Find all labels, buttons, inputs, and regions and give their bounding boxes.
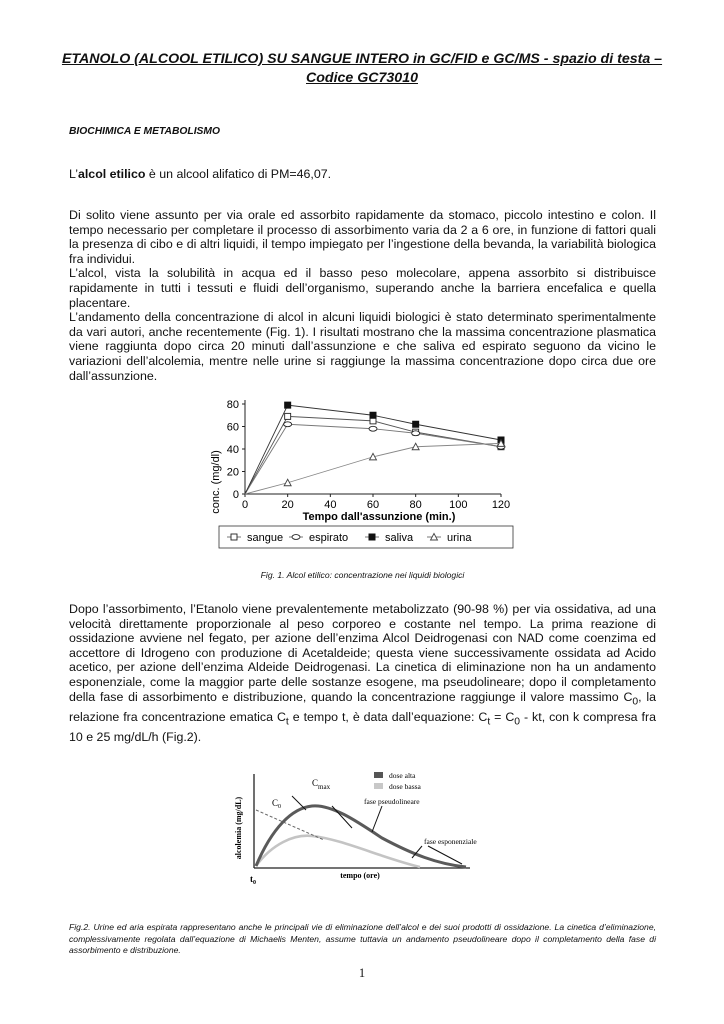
figure-2-diagram <box>232 766 497 886</box>
metab-sub-c0: 0 <box>632 696 639 708</box>
x-tick-label: 20 <box>281 499 294 511</box>
cmax-arrow <box>292 796 306 810</box>
legend-label-urina: urina <box>447 532 472 544</box>
x-tick-label: 40 <box>324 499 337 511</box>
metab-sub-c02: 0 <box>514 716 521 728</box>
data-point <box>370 418 376 424</box>
y-tick-label: 40 <box>226 444 239 456</box>
paragraph-absorption-2: L’alcol, vista la solubilità in acqua ed il basso peso molecolare, appena assorbito si distribuisce rapidamente in tutti i tessuti e fluidi dell’organismo, superando anche la barriera encefalica e quella placentare. <box>69 266 656 310</box>
data-point <box>413 421 419 427</box>
x-tick-label: 100 <box>449 499 468 511</box>
legend-label-saliva: saliva <box>385 532 414 544</box>
paragraph-absorption-1: Di solito viene assunto per via orale ed assorbito rapidamente da stomaco, piccolo intestino e colon. Il tempo necessario per completare il processo di assorbimento varia da 2 a 6 ore, in funzione di fattori quali la presenza di cibo e di altri liquidi, il tempo impiegato per l’ingestione della bevanda, la variabilità biologica fra individui. <box>69 208 656 266</box>
fig2-x-label: tempo (ore) <box>340 871 380 880</box>
legend-low-label: dose bassa <box>389 782 421 791</box>
metab-sub-ct: t <box>285 716 289 728</box>
metab-text-b: , la relazione fra concentrazione ematica C <box>69 689 657 724</box>
data-point <box>231 534 237 540</box>
legend-label-sangue: sangue <box>247 532 284 544</box>
data-point <box>369 534 375 540</box>
legend-label-espirato: espirato <box>309 532 349 544</box>
data-point <box>370 412 376 418</box>
metab-text-d: = C <box>490 709 515 724</box>
data-point <box>369 426 377 431</box>
paragraph-absorption <box>69 208 656 383</box>
series-line-urina <box>245 443 501 494</box>
x-axis-label: Tempo dall'assunzione (min.) <box>302 511 456 523</box>
x-tick-label: 0 <box>241 499 249 511</box>
data-point <box>412 431 420 436</box>
legend-high-swatch <box>374 772 383 778</box>
pseudo-arrow-2 <box>372 806 382 832</box>
figure-1-caption: Fig. 1. Alcol etilico: concentrazione nei liquidi biologici <box>260 570 465 580</box>
expo-label: fase esponenziale <box>424 837 477 846</box>
x-tick-label: 120 <box>491 499 511 511</box>
data-point <box>284 422 292 427</box>
metab-text-a: Dopo l’assorbimento, l’Etanolo viene prevalentemente metabolizzato (90-98 %) per via ossidativa, ad una velocità direttamente proporzionale al peso corporeo e costante nel tempo. La prima reazione di ossidazione avviene nel fegato, per azione dell’enzima Alcol Deidrogenasi con NAD come coenzima ed accettore di Idrogeno con produzione di Acetaldeide; questa viene successivamente ossidata ad Acido acetico, per azione dell’enzima Aldeide Deidrogenasi. La cinetica di eliminazione non ha un andamento esponenziale, come la maggior parte delle sostanze esogene, ma pseudolineare; dopo il completamento della fase di assorbimento e distribuzione, quando la concentrazione raggiunge il valore massimo C <box>69 602 656 704</box>
paragraph-intro <box>69 167 656 182</box>
data-point <box>285 413 291 419</box>
curve-dose-bassa <box>256 836 420 867</box>
y-axis-label: conc. (mg/dl) <box>210 450 222 514</box>
intro-bold: alcol etilico <box>77 167 146 181</box>
legend-low-swatch <box>374 783 383 789</box>
metab-sub-ct2: t <box>487 716 491 728</box>
page-number: 1 <box>358 966 366 980</box>
metab-text-e: - kt, con k compresa fra 10 e 25 mg/dL/h (Fig.2). <box>69 709 656 744</box>
t0-label: $t_0$ <box>250 874 256 886</box>
y-tick-label: 60 <box>226 421 239 434</box>
figure-1-chart <box>205 390 517 552</box>
cmax-label: $C_{max}$ <box>312 778 331 791</box>
metab-text-c: e tempo t, è data dall’equazione: C <box>288 709 488 724</box>
y-tick-label: 0 <box>232 489 239 501</box>
legend-high-label: dose alta <box>389 771 416 780</box>
chart-series <box>245 402 505 494</box>
fig2-y-label: alcolemia (mg/dL) <box>234 796 243 860</box>
y-tick-label: 20 <box>226 466 239 479</box>
c0-label: $C_0$ <box>272 798 282 810</box>
x-tick-label: 80 <box>409 499 422 511</box>
intro-pre: L’ <box>69 167 78 181</box>
paragraph-metabolism <box>69 602 656 744</box>
data-point <box>285 402 291 408</box>
intro-post: è un alcool alifatico di PM=46,07. <box>145 167 332 181</box>
paragraph-absorption-3: L’andamento della concentrazione di alcol in alcuni liquidi biologici è stato determinato sperimentalmente da vari autori, anche recentemente (Fig. 1). I risultati mostrano che la massima concentrazione plasmatica viene raggiunta dopo circa 20 minuti dall’assunzione e che saliva ed espirato seguono da vicino le variazioni dell’alcolemia, mentre nelle urine si raggiunge la massima concentrazione dopo circa due ore dall’assunzione. <box>69 310 656 383</box>
data-point <box>292 535 300 540</box>
pseudo-label: fase pseudolineare <box>364 797 420 806</box>
x-tick-label: 60 <box>366 499 380 511</box>
chart-legend <box>227 532 472 544</box>
data-point <box>284 479 291 486</box>
document-title: ETANOLO (ALCOOL ETILICO) SU SANGUE INTERO in GC/FID e GC/MS - spazio di testa – Codice GC73010 <box>61 51 663 86</box>
y-tick-label: 80 <box>226 399 239 411</box>
section-heading: BIOCHIMICA E METABOLISMO <box>69 126 221 137</box>
figure-2-caption: Fig.2. Urine ed aria espirata rappresentano anche le principali vie di eliminazione dell’alcol e dei suoi prodotti di ossidazione. La cinetica d’eliminazione, complessivamente regolata dall’equazione di Michaelis Menten, assume tuttavia un andamento pseudolineare dopo il completamento della fase di assorbimento e distribuzione. <box>69 922 656 955</box>
